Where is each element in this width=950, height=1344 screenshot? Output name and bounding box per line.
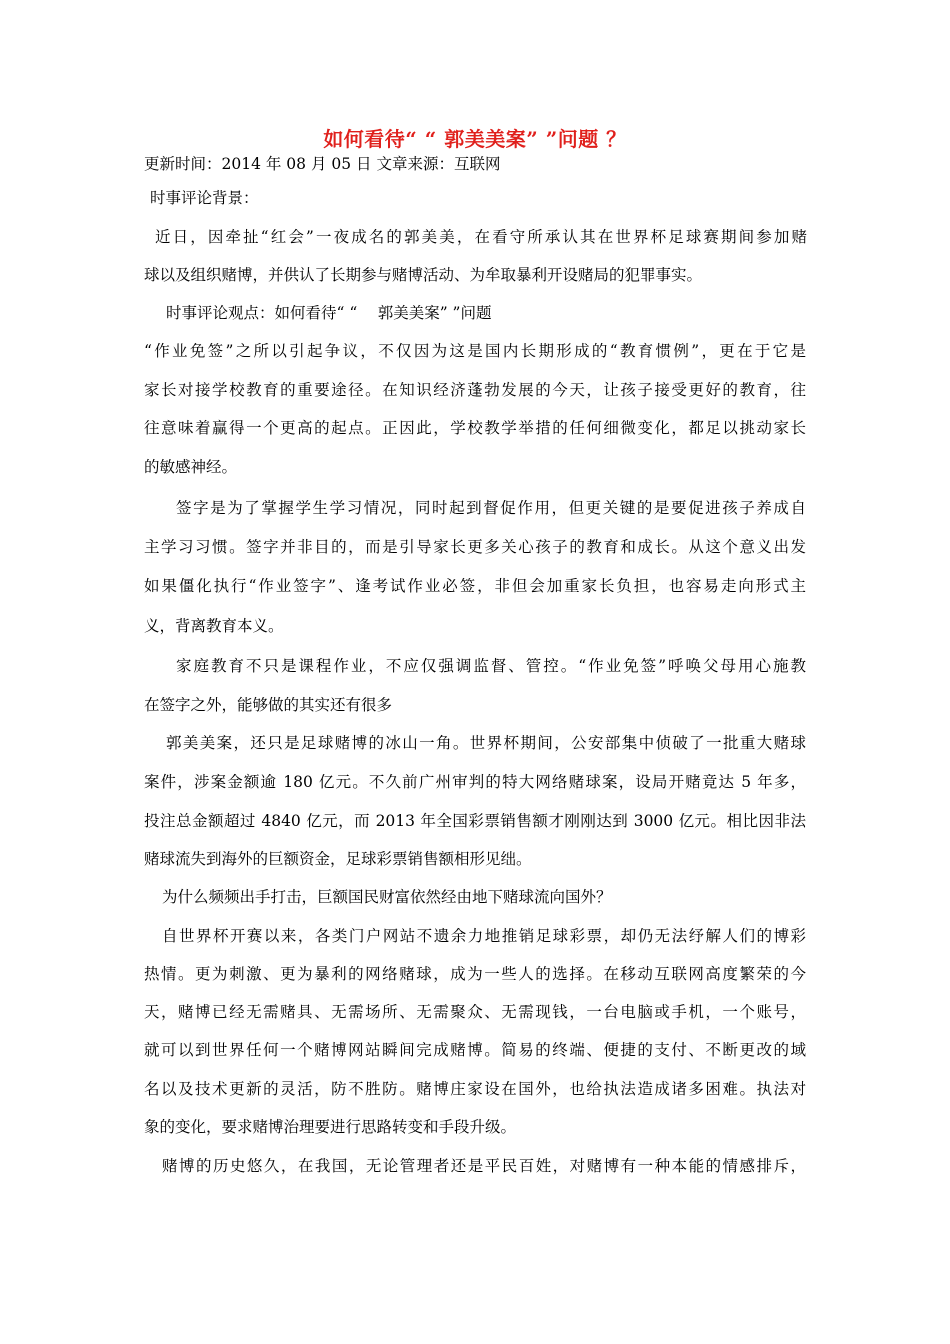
text-line: 的敏感神经。 <box>144 458 238 476</box>
text-line: 天，赌博已经无需赌具、无需场所、无需聚众、无需现钱，一台电脑或手机，一个账号， <box>144 1003 806 1021</box>
text-line: “作业免签”之所以引起争议，不仅因为这是国内长期形成的“教育惯例”，更在于它是 <box>144 342 806 360</box>
text-line: 名以及技术更新的灵活，防不胜防。赌博庄家设在国外，也给执法造成诸多困难。执法对 <box>144 1080 806 1098</box>
text-line: 义，背离教育本义。 <box>144 617 284 635</box>
text-line: 在签字之外，能够做的其实还有很多 <box>144 696 393 714</box>
text-line: 往意味着赢得一个更高的起点。正因此，学校教学举措的任何细微变化，都足以挑动家长 <box>144 419 806 437</box>
text-line: 如果僵化执行“作业签字”、逢考试作业必签，非但会加重家长负担，也容易走向形式主 <box>144 577 806 595</box>
text-line: 为什么频频出手打击，巨额国民财富依然经由地下赌球流向国外？ <box>162 888 612 906</box>
document-title: 如何看待“ “ 郭美美案” ”问题 ？ <box>323 127 627 151</box>
text-line: 自世界杯开赛以来，各类门户网站不遗余力地推销足球彩票，却仍无法纾解人们的博彩 <box>162 927 806 945</box>
text-line: 球以及组织赌博，并供认了长期参与赌博活动、为牟取暴利开设赌局的犯罪事实。 <box>144 266 703 284</box>
text-line: 案件，涉案金额逾 180 亿元。不久前广州审判的特大网络赌球案，设局开赌竟达 5 年多， <box>144 773 806 791</box>
text-line: 时事评论背景： <box>150 189 259 207</box>
text-line: 签字是为了掌握学生学习情况，同时起到督促作用，但更关键的是要促进孩子养成自 <box>176 499 806 517</box>
text-line: 主学习习惯。签字并非目的，而是引导家长更多关心孩子的教育和成长。从这个意义出发 <box>144 538 806 556</box>
text-line: 就可以到世界任何一个赌博网站瞬间完成赌博。简易的终端、便捷的支付、不断更改的域 <box>144 1041 806 1059</box>
text-line: 家庭教育不只是课程作业，不应仅强调监督、管控。“作业免签”呼唤父母用心施教 <box>176 657 806 675</box>
text-line: 家长对接学校教育的重要途径。在知识经济蓬勃发展的今天，让孩子接受更好的教育，往 <box>144 381 806 399</box>
text-line: 象的变化，要求赌博治理要进行思路转变和手段升级。 <box>144 1118 517 1136</box>
text-line: 投注总金额超过 4840 亿元，而 2013 年全国彩票销售额才刚刚达到 3000 亿元。相比因非法 <box>144 812 806 830</box>
text-line: 近日，因牵扯“红会”一夜成名的郭美美，在看守所承认其在世界杯足球赛期间参加赌 <box>155 228 807 246</box>
article-meta: 更新时间：2014 年 08 月 05 日 文章来源：互联网 <box>144 155 501 173</box>
text-line: 热情。更为刺激、更为暴利的网络赌球，成为一些人的选择。在移动互联网高度繁荣的今 <box>144 965 806 983</box>
text-line: 赌球流失到海外的巨额资金，足球彩票销售额相形见绌。 <box>144 850 532 868</box>
text-line: 郭美美案，还只是足球赌博的冰山一角。世界杯期间，公安部集中侦破了一批重大赌球 <box>166 734 806 752</box>
text-line: 赌博的历史悠久，在我国，无论管理者还是平民百姓，对赌博有一种本能的情感排斥， <box>162 1157 806 1175</box>
text-line: 时事评论观点：如何看待“ “ 郭美美案” ”问题 <box>166 304 492 322</box>
